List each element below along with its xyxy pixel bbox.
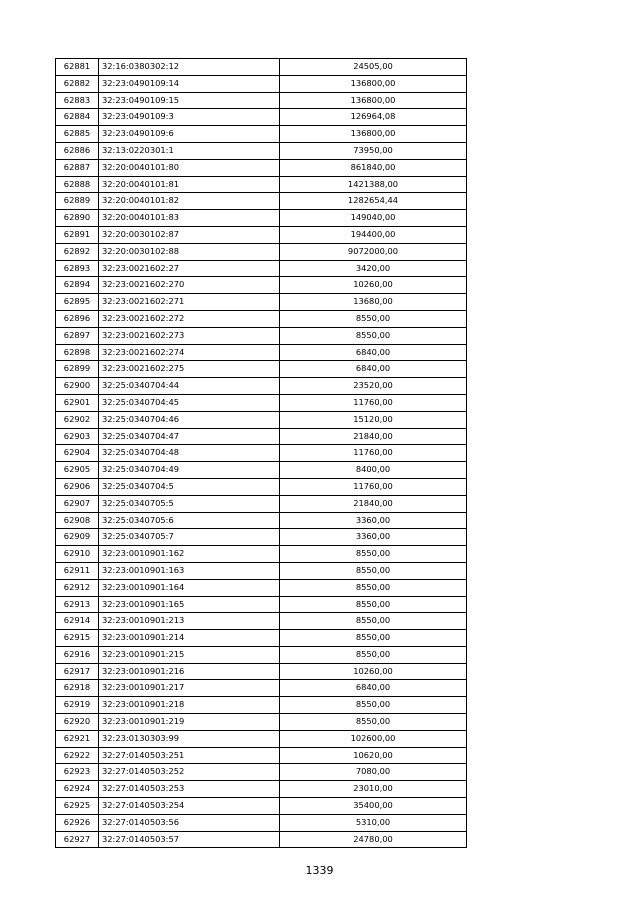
row-number-cell: 62898 bbox=[56, 344, 99, 361]
table-row bbox=[56, 478, 467, 495]
table-row bbox=[56, 126, 467, 143]
row-number-cell: 62913 bbox=[56, 596, 99, 613]
cadastral-number-cell: 32:23:0130303:99 bbox=[99, 730, 280, 747]
cadastral-number-cell: 32:23:0010901:165 bbox=[99, 596, 280, 613]
cadastral-number-cell: 32:27:0140503:252 bbox=[99, 764, 280, 781]
cadastral-number-cell: 32:25:0340704:5 bbox=[99, 478, 280, 495]
row-number-cell: 62911 bbox=[56, 562, 99, 579]
row-number-cell: 62922 bbox=[56, 747, 99, 764]
cadastral-value-cell: 10620,00 bbox=[280, 747, 467, 764]
row-number-cell: 62885 bbox=[56, 126, 99, 143]
cadastral-value-cell: 8550,00 bbox=[280, 697, 467, 714]
cadastral-number-cell: 32:23:0010901:219 bbox=[99, 714, 280, 731]
row-number-cell: 62893 bbox=[56, 260, 99, 277]
cadastral-value-cell: 149040,00 bbox=[280, 210, 467, 227]
row-number-cell: 62916 bbox=[56, 646, 99, 663]
cadastral-value-cell: 6840,00 bbox=[280, 344, 467, 361]
row-number-cell: 62887 bbox=[56, 159, 99, 176]
table-row bbox=[56, 730, 467, 747]
cadastral-number-cell: 32:25:0340704:46 bbox=[99, 411, 280, 428]
table-row bbox=[56, 714, 467, 731]
cadastral-number-cell: 32:27:0140503:254 bbox=[99, 798, 280, 815]
cadastral-value-cell: 73950,00 bbox=[280, 142, 467, 159]
row-number-cell: 62923 bbox=[56, 764, 99, 781]
row-number-cell: 62912 bbox=[56, 579, 99, 596]
table-row bbox=[56, 428, 467, 445]
cadastral-value-cell: 24780,00 bbox=[280, 831, 467, 848]
cadastral-number-cell: 32:25:0340704:48 bbox=[99, 445, 280, 462]
table-row bbox=[56, 562, 467, 579]
cadastral-number-cell: 32:23:0010901:218 bbox=[99, 697, 280, 714]
table-row bbox=[56, 462, 467, 479]
table-row bbox=[56, 294, 467, 311]
cadastral-value-cell: 11760,00 bbox=[280, 478, 467, 495]
row-number-cell: 62915 bbox=[56, 630, 99, 647]
cadastral-number-cell: 32:23:0021602:272 bbox=[99, 310, 280, 327]
cadastral-value-cell: 8550,00 bbox=[280, 546, 467, 563]
row-number-cell: 62924 bbox=[56, 781, 99, 798]
table-row bbox=[56, 596, 467, 613]
cadastral-number-cell: 32:23:0010901:216 bbox=[99, 663, 280, 680]
table-row bbox=[56, 59, 467, 76]
table-row bbox=[56, 394, 467, 411]
cadastral-value-cell: 3360,00 bbox=[280, 512, 467, 529]
row-number-cell: 62901 bbox=[56, 394, 99, 411]
cadastral-value-cell: 3360,00 bbox=[280, 529, 467, 546]
cadastral-value-table bbox=[55, 58, 467, 848]
cadastral-value-cell: 8550,00 bbox=[280, 613, 467, 630]
cadastral-number-cell: 32:23:0010901:164 bbox=[99, 579, 280, 596]
cadastral-value-cell: 5310,00 bbox=[280, 814, 467, 831]
row-number-cell: 62921 bbox=[56, 730, 99, 747]
cadastral-number-cell: 32:23:0490109:15 bbox=[99, 92, 280, 109]
row-number-cell: 62925 bbox=[56, 798, 99, 815]
table-row bbox=[56, 142, 467, 159]
row-number-cell: 62910 bbox=[56, 546, 99, 563]
row-number-cell: 62908 bbox=[56, 512, 99, 529]
row-number-cell: 62904 bbox=[56, 445, 99, 462]
row-number-cell: 62894 bbox=[56, 277, 99, 294]
row-number-cell: 62899 bbox=[56, 361, 99, 378]
page-number: 1339 bbox=[305, 864, 334, 877]
cadastral-value-cell: 6840,00 bbox=[280, 680, 467, 697]
cadastral-value-cell: 7080,00 bbox=[280, 764, 467, 781]
table-row bbox=[56, 193, 467, 210]
table-row bbox=[56, 646, 467, 663]
cadastral-number-cell: 32:23:0010901:214 bbox=[99, 630, 280, 647]
cadastral-number-cell: 32:20:0030102:88 bbox=[99, 243, 280, 260]
cadastral-value-cell: 13680,00 bbox=[280, 294, 467, 311]
table-row bbox=[56, 210, 467, 227]
cadastral-number-cell: 32:23:0010901:162 bbox=[99, 546, 280, 563]
cadastral-number-cell: 32:20:0040101:80 bbox=[99, 159, 280, 176]
table-row bbox=[56, 260, 467, 277]
cadastral-value-cell: 3420,00 bbox=[280, 260, 467, 277]
cadastral-number-cell: 32:23:0021602:271 bbox=[99, 294, 280, 311]
cadastral-number-cell: 32:20:0040101:82 bbox=[99, 193, 280, 210]
cadastral-value-cell: 11760,00 bbox=[280, 445, 467, 462]
cadastral-number-cell: 32:25:0340705:5 bbox=[99, 495, 280, 512]
cadastral-value-cell: 10260,00 bbox=[280, 277, 467, 294]
cadastral-number-cell: 32:23:0010901:163 bbox=[99, 562, 280, 579]
cadastral-number-cell: 32:25:0340704:49 bbox=[99, 462, 280, 479]
cadastral-value-cell: 136800,00 bbox=[280, 92, 467, 109]
row-number-cell: 62889 bbox=[56, 193, 99, 210]
cadastral-value-cell: 8550,00 bbox=[280, 596, 467, 613]
cadastral-value-cell: 6840,00 bbox=[280, 361, 467, 378]
row-number-cell: 62927 bbox=[56, 831, 99, 848]
row-number-cell: 62882 bbox=[56, 75, 99, 92]
row-number-cell: 62886 bbox=[56, 142, 99, 159]
table-row bbox=[56, 176, 467, 193]
table-row bbox=[56, 109, 467, 126]
table-row bbox=[56, 327, 467, 344]
cadastral-value-cell: 8550,00 bbox=[280, 579, 467, 596]
table-row bbox=[56, 495, 467, 512]
table-row bbox=[56, 546, 467, 563]
table-row bbox=[56, 747, 467, 764]
cadastral-number-cell: 32:25:0340705:7 bbox=[99, 529, 280, 546]
table-row bbox=[56, 529, 467, 546]
table-row bbox=[56, 579, 467, 596]
row-number-cell: 62883 bbox=[56, 92, 99, 109]
cadastral-number-cell: 32:23:0021602:274 bbox=[99, 344, 280, 361]
cadastral-number-cell: 32:23:0490109:6 bbox=[99, 126, 280, 143]
table-row bbox=[56, 630, 467, 647]
table-row bbox=[56, 310, 467, 327]
table-row bbox=[56, 411, 467, 428]
cadastral-number-cell: 32:23:0021602:270 bbox=[99, 277, 280, 294]
table-row bbox=[56, 226, 467, 243]
cadastral-value-cell: 136800,00 bbox=[280, 126, 467, 143]
cadastral-value-cell: 8550,00 bbox=[280, 562, 467, 579]
cadastral-number-cell: 32:25:0340704:47 bbox=[99, 428, 280, 445]
cadastral-number-cell: 32:23:0021602:275 bbox=[99, 361, 280, 378]
cadastral-number-cell: 32:27:0140503:253 bbox=[99, 781, 280, 798]
table-row bbox=[56, 277, 467, 294]
cadastral-value-cell: 15120,00 bbox=[280, 411, 467, 428]
cadastral-number-cell: 32:27:0140503:251 bbox=[99, 747, 280, 764]
cadastral-number-cell: 32:20:0030102:87 bbox=[99, 226, 280, 243]
cadastral-value-cell: 8550,00 bbox=[280, 630, 467, 647]
cadastral-number-cell: 32:23:0010901:215 bbox=[99, 646, 280, 663]
cadastral-value-cell: 8550,00 bbox=[280, 646, 467, 663]
row-number-cell: 62888 bbox=[56, 176, 99, 193]
table-row bbox=[56, 831, 467, 848]
cadastral-value-cell: 8550,00 bbox=[280, 327, 467, 344]
row-number-cell: 62900 bbox=[56, 378, 99, 395]
row-number-cell: 62909 bbox=[56, 529, 99, 546]
table-row bbox=[56, 663, 467, 680]
table-row bbox=[56, 781, 467, 798]
cadastral-value-cell: 11760,00 bbox=[280, 394, 467, 411]
cadastral-number-cell: 32:27:0140503:56 bbox=[99, 814, 280, 831]
row-number-cell: 62895 bbox=[56, 294, 99, 311]
row-number-cell: 62914 bbox=[56, 613, 99, 630]
cadastral-value-cell: 23010,00 bbox=[280, 781, 467, 798]
table-row bbox=[56, 159, 467, 176]
cadastral-value-cell: 23520,00 bbox=[280, 378, 467, 395]
cadastral-value-cell: 9072000,00 bbox=[280, 243, 467, 260]
cadastral-value-cell: 35400,00 bbox=[280, 798, 467, 815]
cadastral-number-cell: 32:13:0220301:1 bbox=[99, 142, 280, 159]
cadastral-value-cell: 8400,00 bbox=[280, 462, 467, 479]
table-row bbox=[56, 764, 467, 781]
cadastral-value-cell: 8550,00 bbox=[280, 714, 467, 731]
cadastral-value-cell: 8550,00 bbox=[280, 310, 467, 327]
table-row bbox=[56, 798, 467, 815]
row-number-cell: 62903 bbox=[56, 428, 99, 445]
cadastral-number-cell: 32:23:0021602:27 bbox=[99, 260, 280, 277]
row-number-cell: 62890 bbox=[56, 210, 99, 227]
cadastral-value-cell: 21840,00 bbox=[280, 495, 467, 512]
row-number-cell: 62905 bbox=[56, 462, 99, 479]
cadastral-number-cell: 32:25:0340704:45 bbox=[99, 394, 280, 411]
row-number-cell: 62920 bbox=[56, 714, 99, 731]
cadastral-value-cell: 126964,08 bbox=[280, 109, 467, 126]
table-row bbox=[56, 92, 467, 109]
row-number-cell: 62918 bbox=[56, 680, 99, 697]
table-row bbox=[56, 445, 467, 462]
cadastral-number-cell: 32:23:0010901:213 bbox=[99, 613, 280, 630]
cadastral-value-cell: 1421388,00 bbox=[280, 176, 467, 193]
row-number-cell: 62917 bbox=[56, 663, 99, 680]
row-number-cell: 62926 bbox=[56, 814, 99, 831]
cadastral-number-cell: 32:25:0340704:44 bbox=[99, 378, 280, 395]
row-number-cell: 62891 bbox=[56, 226, 99, 243]
cadastral-value-cell: 21840,00 bbox=[280, 428, 467, 445]
table-row bbox=[56, 361, 467, 378]
cadastral-value-cell: 10260,00 bbox=[280, 663, 467, 680]
row-number-cell: 62892 bbox=[56, 243, 99, 260]
table-row bbox=[56, 697, 467, 714]
cadastral-value-cell: 136800,00 bbox=[280, 75, 467, 92]
row-number-cell: 62907 bbox=[56, 495, 99, 512]
cadastral-value-cell: 102600,00 bbox=[280, 730, 467, 747]
cadastral-number-cell: 32:25:0340705:6 bbox=[99, 512, 280, 529]
row-number-cell: 62881 bbox=[56, 59, 99, 76]
cadastral-number-cell: 32:20:0040101:83 bbox=[99, 210, 280, 227]
table-row bbox=[56, 680, 467, 697]
cadastral-value-cell: 24505,00 bbox=[280, 59, 467, 76]
table-row bbox=[56, 243, 467, 260]
cadastral-number-cell: 32:23:0021602:273 bbox=[99, 327, 280, 344]
row-number-cell: 62902 bbox=[56, 411, 99, 428]
cadastral-value-cell: 194400,00 bbox=[280, 226, 467, 243]
table-row bbox=[56, 613, 467, 630]
cadastral-number-cell: 32:16:0380302:12 bbox=[99, 59, 280, 76]
table-row bbox=[56, 344, 467, 361]
cadastral-number-cell: 32:23:0490109:14 bbox=[99, 75, 280, 92]
row-number-cell: 62906 bbox=[56, 478, 99, 495]
cadastral-number-cell: 32:23:0010901:217 bbox=[99, 680, 280, 697]
cadastral-value-cell: 1282654,44 bbox=[280, 193, 467, 210]
row-number-cell: 62884 bbox=[56, 109, 99, 126]
table-row bbox=[56, 378, 467, 395]
cadastral-number-cell: 32:23:0490109:3 bbox=[99, 109, 280, 126]
table-row bbox=[56, 512, 467, 529]
row-number-cell: 62919 bbox=[56, 697, 99, 714]
table-row bbox=[56, 75, 467, 92]
cadastral-number-cell: 32:27:0140503:57 bbox=[99, 831, 280, 848]
table-row bbox=[56, 814, 467, 831]
row-number-cell: 62896 bbox=[56, 310, 99, 327]
table-body bbox=[56, 59, 467, 848]
cadastral-number-cell: 32:20:0040101:81 bbox=[99, 176, 280, 193]
cadastral-value-cell: 861840,00 bbox=[280, 159, 467, 176]
row-number-cell: 62897 bbox=[56, 327, 99, 344]
